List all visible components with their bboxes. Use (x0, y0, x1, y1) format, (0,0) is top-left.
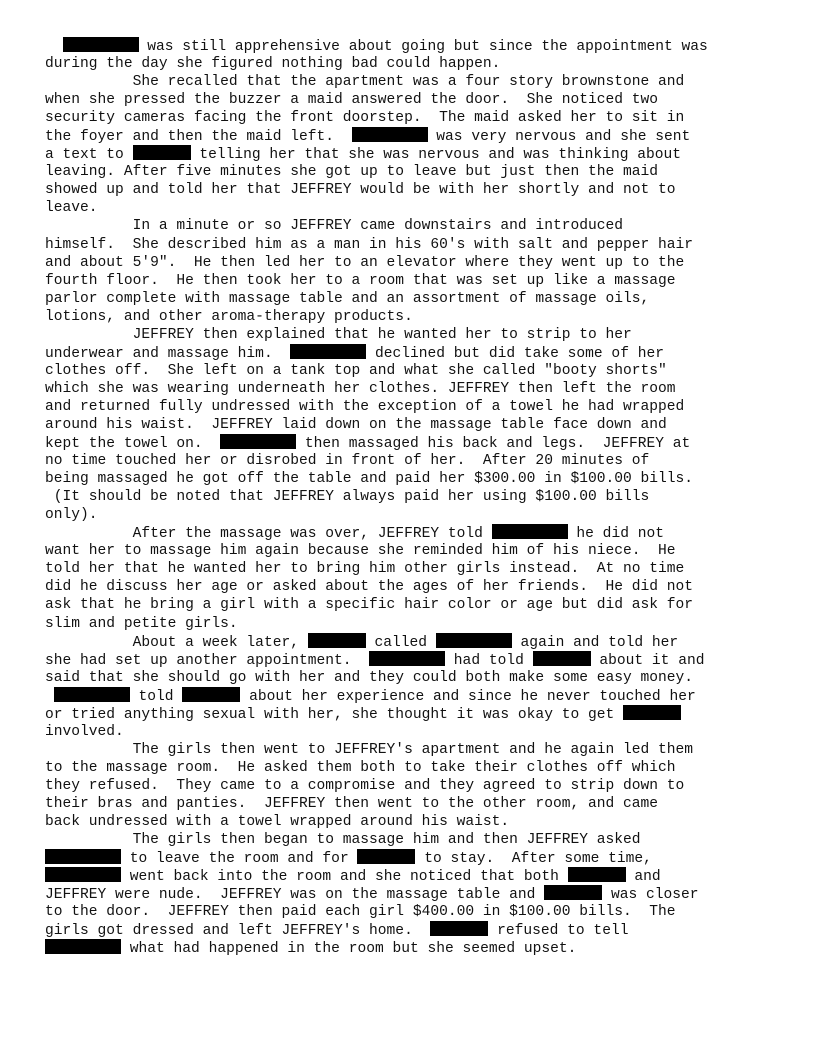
text-segment: refused to tell (488, 923, 629, 940)
text-line (45, 777, 785, 795)
text-line (45, 651, 785, 669)
text-line (45, 344, 785, 362)
text-segment: or tried anything sexual with her, she thought it was okay to get (45, 706, 624, 723)
text-segment: then massaged his back and legs. JEFFREY at (296, 436, 691, 453)
text-line (45, 290, 785, 308)
text-segment: The girls then went to JEFFREY's apartment and he again led them (45, 741, 694, 758)
text-segment: about it and (590, 652, 705, 669)
text-segment: being massaged he got off the table and paid her $300.00 in $100.00 bills. (45, 471, 694, 488)
text-segment: no time touched her or disrobed in front of her. After 20 minutes of (45, 453, 650, 470)
text-line (45, 849, 785, 867)
text-segment: She recalled that the apartment was a four story brownstone and (45, 74, 685, 91)
redaction-box (290, 344, 366, 359)
text-segment: The girls then began to massage him and then JEFFREY asked (45, 832, 641, 849)
text-segment: told (129, 688, 183, 705)
text-segment: to the massage room. He asked them both to take their clothes off which (45, 759, 676, 776)
redaction-box (54, 687, 130, 702)
redaction-box (369, 651, 445, 666)
text-line (45, 885, 785, 903)
text-segment: to leave the room and for (121, 851, 358, 868)
text-line (45, 705, 785, 723)
text-segment: was still apprehensive about going but since the appointment was (138, 39, 708, 55)
text-line (45, 37, 785, 55)
text-segment: was very nervous and she sent (427, 129, 691, 146)
text-line (45, 687, 785, 705)
text-segment: himself. She described him as a man in his 60's with salt and pepper hair (45, 236, 694, 253)
redaction-box (182, 687, 240, 702)
text-line (45, 615, 785, 633)
text-segment: (It should be noted that JEFFREY always paid her using $100.00 bills (45, 489, 650, 506)
text-line (45, 236, 785, 254)
text-line (45, 939, 785, 957)
text-line (45, 362, 785, 380)
text-line (45, 416, 785, 434)
text-line (45, 452, 785, 470)
text-line (45, 398, 785, 416)
text-segment: and returned fully undressed with the exception of a towel he had wrapped (45, 398, 685, 415)
text-segment: About a week later, (45, 634, 308, 651)
text-segment: involved. (45, 723, 124, 740)
text-line (45, 163, 785, 181)
text-segment: clothes off. She left on a tank top and what she called "booty shorts" (45, 362, 667, 379)
text-segment: and about 5'9". He then led her to an elevator where they went up to the (45, 254, 685, 271)
text-line (45, 326, 785, 344)
text-segment: JEFFREY then explained that he wanted her to strip to her (45, 326, 632, 343)
text-line (45, 759, 785, 777)
redaction-box (63, 37, 139, 52)
text-segment: had told (445, 652, 533, 669)
text-line (45, 109, 785, 127)
text-segment: JEFFREY were nude. JEFFREY was on the massage table and (45, 887, 545, 904)
text-segment: leave. (45, 200, 98, 217)
text-segment: girls got dressed and left JEFFREY's home. (45, 923, 431, 940)
text-line (45, 831, 785, 849)
text-line (45, 181, 785, 199)
redaction-box (533, 651, 591, 666)
text-line (45, 813, 785, 831)
text-segment: In a minute or so JEFFREY came downstairs and introduced (45, 218, 624, 235)
text-segment: leaving. After five minutes she got up to leave but just then the maid (45, 164, 659, 181)
text-line (45, 795, 785, 813)
text-line (45, 145, 785, 163)
text-line (45, 308, 785, 326)
text-line (45, 921, 785, 939)
text-segment: back undressed with a towel wrapped around his waist. (45, 814, 510, 831)
text-line (45, 380, 785, 398)
redaction-box (45, 849, 121, 864)
text-segment: underwear and massage him. (45, 345, 291, 362)
text-segment: went back into the room and she noticed that both (121, 869, 568, 886)
redaction-box (45, 939, 121, 954)
text-line (45, 633, 785, 651)
text-segment: lotions, and other aroma-therapy products. (45, 308, 413, 325)
redaction-box (220, 434, 296, 449)
text-segment: declined but did take some of her (366, 345, 664, 362)
text-segment: slim and petite girls. (45, 615, 238, 632)
text-segment: which she was wearing underneath her clothes. JEFFREY then left the room (45, 380, 676, 397)
redaction-box (430, 921, 488, 936)
text-line (45, 434, 785, 452)
text-line (45, 560, 785, 578)
text-segment (45, 689, 54, 705)
text-segment: only). (45, 507, 98, 524)
text-line (45, 254, 785, 272)
text-line (45, 867, 785, 885)
text-segment: called (365, 634, 436, 651)
text-line (45, 272, 785, 290)
text-segment: ask that he bring a girl with a specific hair color or age but did ask for (45, 597, 694, 614)
text-segment: to the door. JEFFREY then paid each girl $400.00 in $100.00 bills. The (45, 904, 676, 921)
text-segment: to stay. After some time, (415, 851, 652, 868)
text-segment: want her to massage him again because she reminded him of his niece. He (45, 543, 676, 560)
redaction-box (352, 127, 428, 142)
text-line (45, 217, 785, 235)
text-segment: security cameras facing the front doorstep. The maid asked her to sit in (45, 110, 685, 127)
text-line (45, 669, 785, 687)
text-line (45, 542, 785, 560)
document-page (45, 37, 785, 957)
text-segment: what had happened in the room but she seemed upset. (121, 941, 577, 958)
text-segment: and (625, 869, 661, 886)
redaction-box (492, 524, 568, 539)
text-segment: telling her that she was nervous and was thinking about (190, 147, 682, 164)
text-line (45, 723, 785, 741)
redaction-box (308, 633, 366, 648)
redaction-box (357, 849, 415, 864)
text-segment: again and told her (511, 634, 679, 651)
text-line (45, 488, 785, 506)
text-line (45, 596, 785, 614)
text-segment: fourth floor. He then took her to a room that was set up like a massage (45, 272, 676, 289)
text-segment: around his waist. JEFFREY laid down on the massage table face down and (45, 416, 667, 433)
text-segment: told her that he wanted her to bring him other girls instead. At no time (45, 561, 685, 578)
text-segment: he did not (567, 526, 664, 543)
text-segment: when she pressed the buzzer a maid answered the door. She noticed two (45, 92, 659, 109)
redaction-box (568, 867, 626, 882)
text-segment: After the massage was over, JEFFREY told (45, 526, 492, 543)
text-segment: their bras and panties. JEFFREY then went to the other room, and came (45, 795, 659, 812)
text-segment: parlor complete with massage table and an assortment of massage oils, (45, 290, 650, 307)
text-line (45, 903, 785, 921)
text-line (45, 55, 785, 73)
redaction-box (623, 705, 681, 720)
text-line (45, 470, 785, 488)
text-line (45, 73, 785, 91)
redaction-box (45, 867, 121, 882)
text-segment: kept the towel on. (45, 436, 221, 453)
text-segment: said that she should go with her and they could both make some easy money. (45, 669, 694, 686)
text-segment: she had set up another appointment. (45, 652, 370, 669)
text-line (45, 199, 785, 217)
text-line (45, 741, 785, 759)
text-line (45, 91, 785, 109)
redaction-box (544, 885, 602, 900)
text-segment: during the day she figured nothing bad could happen. (45, 56, 501, 73)
text-line (45, 578, 785, 596)
text-segment: did he discuss her age or asked about the ages of her friends. He did not (45, 579, 694, 596)
text-segment: about her experience and since he never touched her (240, 688, 696, 705)
text-segment: showed up and told her that JEFFREY would be with her shortly and not to (45, 182, 676, 199)
text-segment: the foyer and then the maid left. (45, 129, 352, 146)
text-segment: was closer (602, 887, 699, 904)
text-line (45, 506, 785, 524)
text-segment (45, 39, 63, 55)
text-line (45, 524, 785, 542)
redaction-box (133, 145, 191, 160)
text-segment: they refused. They came to a compromise and they agreed to strip down to (45, 777, 685, 794)
text-segment: a text to (45, 147, 133, 164)
redaction-box (436, 633, 512, 648)
text-line (45, 127, 785, 145)
